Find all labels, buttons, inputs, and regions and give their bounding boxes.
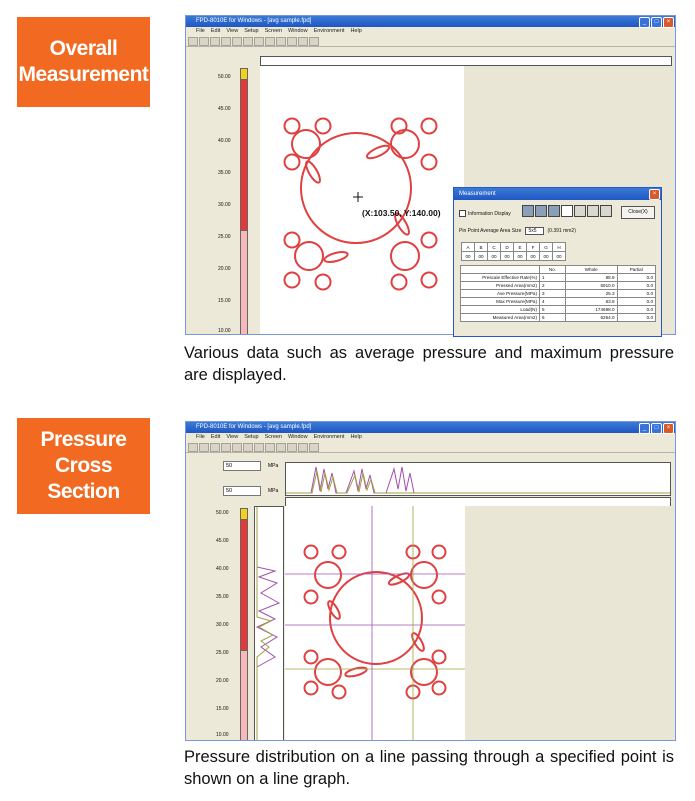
scale-tick: 40.00 <box>218 138 231 144</box>
close-button[interactable]: × <box>663 423 674 434</box>
letter-header: G <box>540 243 553 252</box>
row-whole: 88.9 <box>565 274 617 282</box>
measurement-dialog <box>453 187 662 337</box>
letter-value: 00 <box>488 252 501 261</box>
dialog-titlebar <box>454 188 661 200</box>
row-partial: 0.0 <box>617 306 655 314</box>
pinpoint-area: (0.391 mm2) <box>547 228 576 234</box>
row-name: Max Pressure(MPa) <box>461 298 540 306</box>
menu-setup[interactable]: Setup <box>244 434 259 440</box>
row-no: 2 <box>540 282 566 290</box>
minimize-button[interactable]: _ <box>639 17 650 28</box>
scale-tick: 35.00 <box>218 170 231 176</box>
menu-window[interactable]: Window <box>288 434 308 440</box>
window-title: FPD-8010E for Windows - [avg sample.fpd] <box>196 424 312 430</box>
scale-tick: 20.00 <box>218 266 231 272</box>
row-no: 1 <box>540 274 566 282</box>
letter-value: 00 <box>540 252 553 261</box>
row-partial: 0.0 <box>617 274 655 282</box>
letter-header: F <box>527 243 540 252</box>
scale-tick: 40.00 <box>216 566 229 572</box>
letter-header: C <box>488 243 501 252</box>
badge-line: Overall <box>49 37 118 60</box>
section-caption: Pressure distribution on a line passing through a specified point is shown on a line graph. <box>184 748 674 788</box>
close-button[interactable]: × <box>663 17 674 28</box>
row-whole: 63.8 <box>565 298 617 306</box>
letter-header: A <box>462 243 475 252</box>
scale-tick: 15.00 <box>216 706 229 712</box>
mpa-unit-label: MPa <box>268 488 279 494</box>
letter-header: B <box>475 243 488 252</box>
menu-environment[interactable]: Environment <box>313 28 345 34</box>
dialog-close-button[interactable]: Close(X) <box>621 206 655 219</box>
tool-icon[interactable] <box>600 205 612 217</box>
cross-section-lines <box>186 422 675 740</box>
info-display-checkbox[interactable] <box>459 210 466 217</box>
scale-tick: 45.00 <box>218 106 231 112</box>
row-name: Prescale Effective Rate(%) <box>461 274 540 282</box>
scale-tick: 30.00 <box>218 202 231 208</box>
menu-view[interactable]: View <box>226 28 239 34</box>
table-row <box>461 298 656 306</box>
letter-value: 00 <box>501 252 514 261</box>
menu-setup[interactable]: Setup <box>244 28 259 34</box>
letter-value: 00 <box>527 252 540 261</box>
menu-help[interactable]: Help <box>350 434 362 440</box>
row-no: 5 <box>540 306 566 314</box>
scale-tick: 45.00 <box>216 538 229 544</box>
row-name: Pressed Area(mm2) <box>461 282 540 290</box>
dialog-title: Measurement <box>459 191 496 197</box>
menu-screen[interactable]: Screen <box>264 28 282 34</box>
table-row <box>461 314 656 322</box>
menu-environment[interactable]: Environment <box>313 434 345 440</box>
menu-edit[interactable]: Edit <box>210 28 221 34</box>
pressure-cross-section-badge <box>17 418 150 514</box>
table-row <box>461 274 656 282</box>
tool-icon[interactable] <box>561 205 573 217</box>
tool-icon[interactable] <box>574 205 586 217</box>
mpa-unit-label: MPa <box>268 463 279 469</box>
scale-tick: 30.00 <box>216 622 229 628</box>
tool-icon[interactable] <box>548 205 560 217</box>
menu-edit[interactable]: Edit <box>210 434 221 440</box>
row-whole: 6254.0 <box>565 314 617 322</box>
row-name: Ave Pressure(MPa) <box>461 290 540 298</box>
badge-line: Measurement <box>18 63 149 86</box>
scale-tick: 25.00 <box>216 650 229 656</box>
scale-tick: 50.00 <box>218 74 231 80</box>
row-partial: 0.0 <box>617 298 655 306</box>
badge-line: Pressure <box>40 428 127 451</box>
menu-window[interactable]: Window <box>288 28 308 34</box>
scale-tick: 10.00 <box>216 732 229 738</box>
letter-value: 00 <box>462 252 475 261</box>
row-partial: 0.0 <box>617 314 655 322</box>
row-no: 6 <box>540 314 566 322</box>
menu-file[interactable]: File <box>196 434 205 440</box>
table-row <box>461 282 656 290</box>
letter-header: D <box>501 243 514 252</box>
scale-tick: 15.00 <box>218 298 231 304</box>
row-no: 4 <box>540 298 566 306</box>
scale-tick: 35.00 <box>216 594 229 600</box>
column-header <box>461 266 540 274</box>
max-mpa-input[interactable]: 50 <box>223 461 261 471</box>
scale-tick: 50.00 <box>216 510 229 516</box>
maximize-button[interactable]: □ <box>651 17 662 28</box>
measurement-table <box>460 265 656 322</box>
letter-grid <box>461 242 566 261</box>
pinpoint-size-select[interactable]: 5x5 <box>525 227 543 235</box>
dialog-close-icon[interactable]: × <box>649 189 660 200</box>
row-no: 3 <box>540 290 566 298</box>
menu-file[interactable]: File <box>196 28 205 34</box>
tool-icon[interactable] <box>522 205 534 217</box>
letter-header: E <box>514 243 527 252</box>
scale-tick: 10.00 <box>218 328 231 334</box>
window-title: FPD-8010E for Windows - [avg sample.fpd] <box>196 18 312 24</box>
letter-value: 00 <box>475 252 488 261</box>
scale-tick: 20.00 <box>216 678 229 684</box>
section-caption: Various data such as average pressure and maximum pressure are displayed. <box>184 344 674 384</box>
menu-view[interactable]: View <box>226 434 239 440</box>
letter-header: H <box>553 243 566 252</box>
column-header: No. <box>540 266 566 274</box>
overall-measurement-badge <box>17 17 150 107</box>
scale-tick: 25.00 <box>218 234 231 240</box>
app-window-cross-section <box>185 421 676 741</box>
row-name: Load(N) <box>461 306 540 314</box>
coordinate-readout: (X:103.50, Y:140.00) <box>362 208 441 218</box>
letter-value: 00 <box>514 252 527 261</box>
maximize-button[interactable]: □ <box>651 423 662 434</box>
row-whole: 174698.0 <box>565 306 617 314</box>
row-name: Measured Area(mm2) <box>461 314 540 322</box>
info-display-label: Information Display <box>468 210 511 217</box>
table-row <box>461 306 656 314</box>
badge-line: Section <box>47 480 120 503</box>
row-whole: 6910.0 <box>565 282 617 290</box>
pinpoint-label: Pin Point Average Area Size <box>459 228 522 234</box>
menu-help[interactable]: Help <box>350 28 362 34</box>
min-mpa-input[interactable]: 50 <box>223 486 261 496</box>
letter-value: 00 <box>553 252 566 261</box>
minimize-button[interactable]: _ <box>639 423 650 434</box>
menu-screen[interactable]: Screen <box>264 434 282 440</box>
table-header-row <box>461 266 656 274</box>
tool-icon[interactable] <box>587 205 599 217</box>
table-row <box>461 290 656 298</box>
badge-line: Cross <box>54 454 113 477</box>
column-header: Partial <box>617 266 655 274</box>
dialog-tool-row <box>522 205 612 217</box>
tool-icon[interactable] <box>535 205 547 217</box>
row-partial: 0.0 <box>617 290 655 298</box>
row-partial: 0.0 <box>617 282 655 290</box>
row-whole: 25.3 <box>565 290 617 298</box>
column-header: Whole <box>565 266 617 274</box>
